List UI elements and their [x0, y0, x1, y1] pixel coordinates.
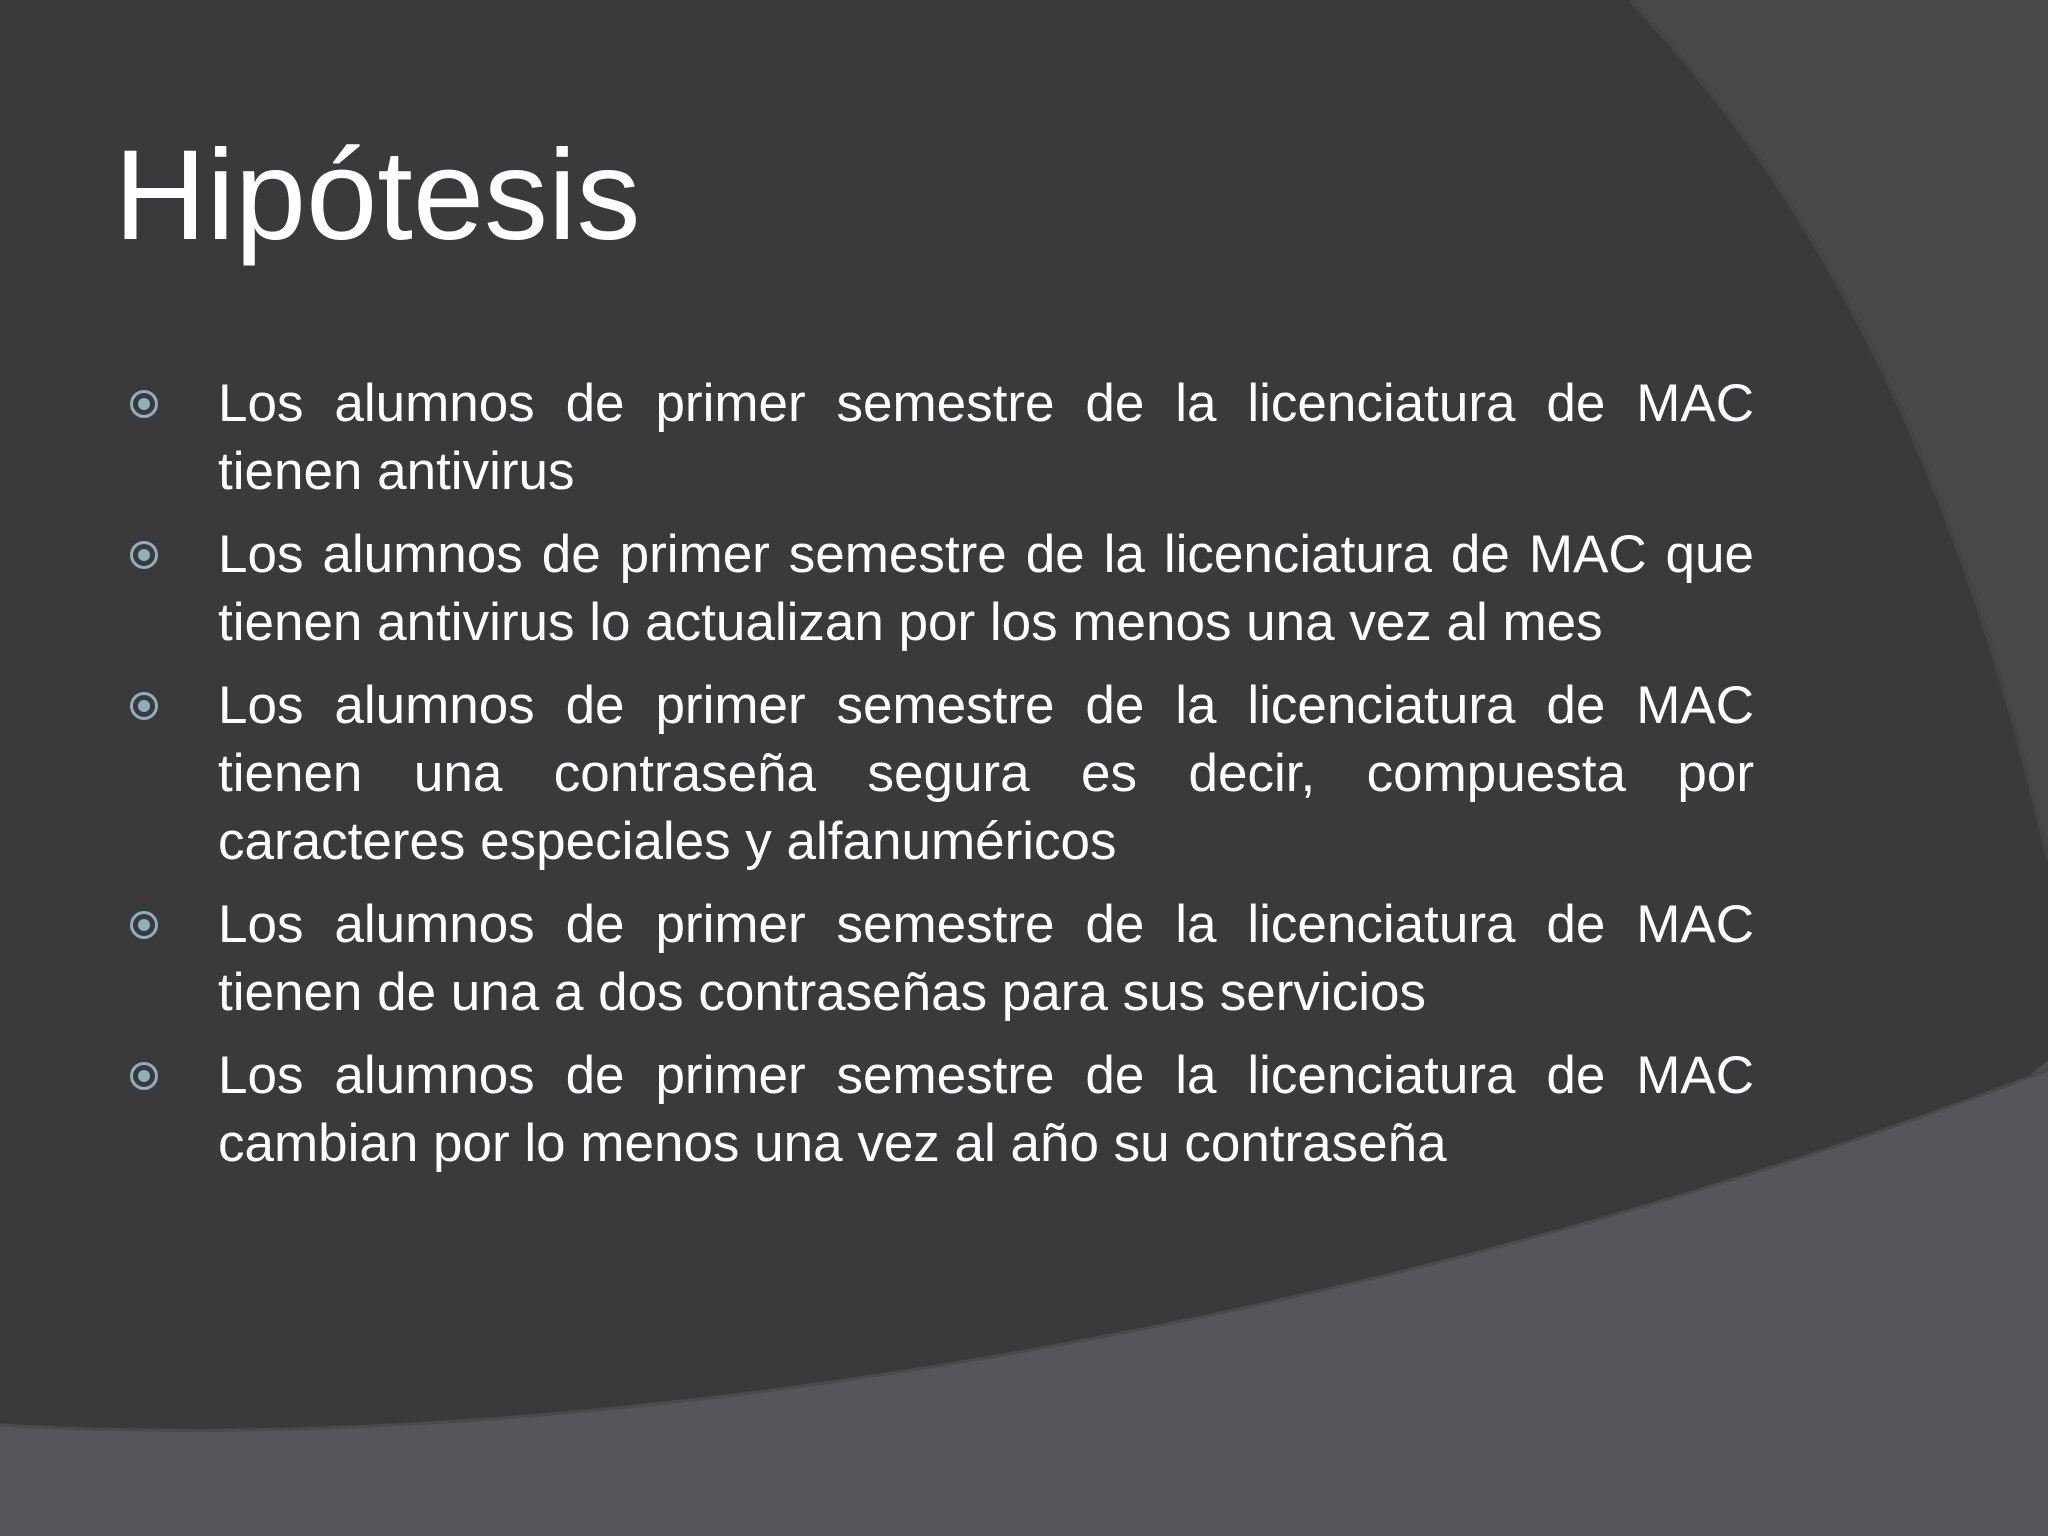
- bullet-text: Los alumnos de primer semestre de la licenciatura de MAC tienen de una a dos contraseñas para sus servicios: [218, 895, 1754, 1022]
- bullet-item: [218, 1042, 1754, 1178]
- bullet-list: [218, 370, 1754, 1193]
- slide-title: Hipótesis: [114, 124, 641, 267]
- bullet-item: [218, 891, 1754, 1027]
- bullet-text: Los alumnos de primer semestre de la licenciatura de MAC tienen una contraseña segura es decir, compuesta por caracteres especiales y alfanuméricos: [218, 676, 1754, 871]
- bullet-text: Los alumnos de primer semestre de la licenciatura de MAC tienen antivirus: [218, 374, 1754, 501]
- bullet-item: [218, 672, 1754, 876]
- circle-dot-icon: [130, 541, 158, 569]
- bullet-item: [218, 370, 1754, 506]
- circle-dot-icon: [130, 911, 158, 939]
- circle-dot-icon: [130, 390, 158, 418]
- bullet-item: [218, 521, 1754, 657]
- circle-dot-icon: [130, 692, 158, 720]
- bullet-text: Los alumnos de primer semestre de la licenciatura de MAC cambian por lo menos una vez al año su contraseña: [218, 1046, 1754, 1173]
- circle-dot-icon: [130, 1062, 158, 1090]
- bullet-text: Los alumnos de primer semestre de la licenciatura de MAC que tienen antivirus lo actualizan por los menos una vez al mes: [218, 525, 1754, 652]
